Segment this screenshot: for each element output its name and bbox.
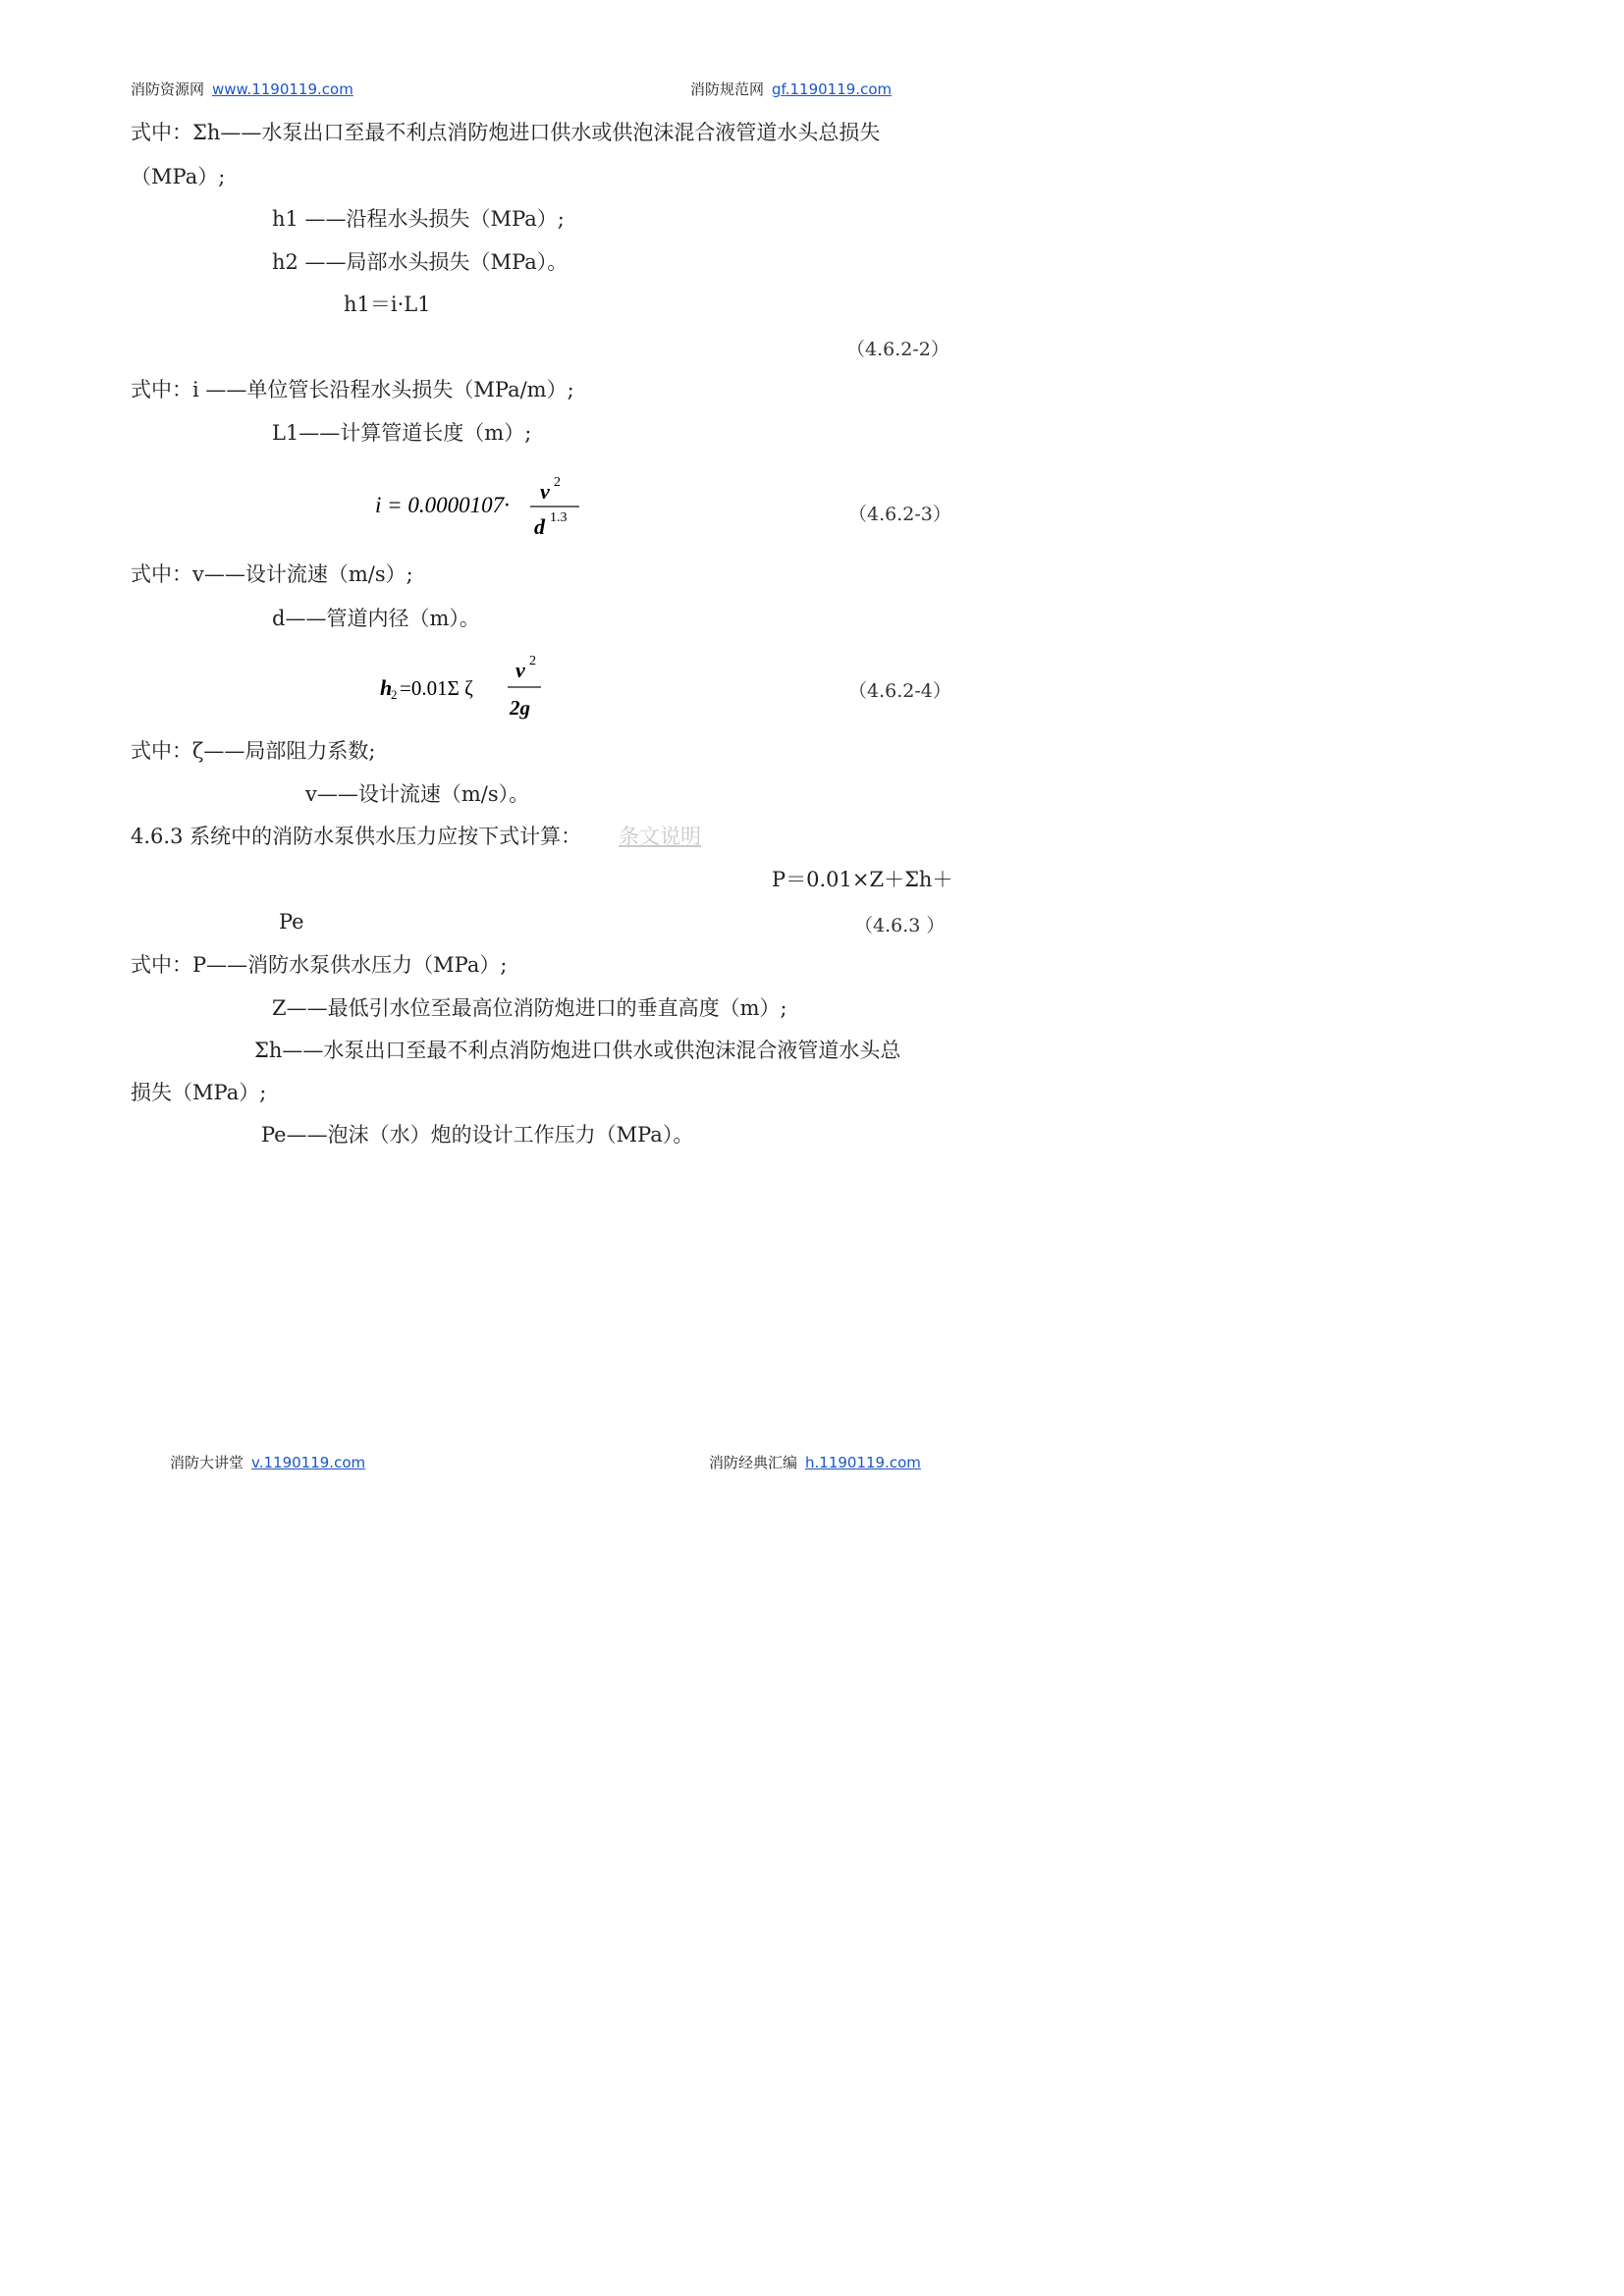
equation-number-4-6-3: （4.6.3 ） bbox=[854, 915, 946, 936]
definition-h2: h2 ——局部水头损失（MPa）。 bbox=[272, 250, 568, 274]
footer-right bbox=[709, 1452, 921, 1472]
definition-Z: Z——最低引水位至最高位消防炮进口的垂直高度（m）; bbox=[272, 996, 787, 1020]
header-right-link[interactable]: gf.1190119.com bbox=[772, 80, 893, 98]
clause-4-6-3 bbox=[131, 823, 701, 850]
formula-i-numerator-exp: 2 bbox=[554, 475, 561, 490]
formula-i-lhs: i = 0.0000107· bbox=[375, 493, 510, 517]
footer-left bbox=[170, 1452, 365, 1472]
definition-sum-h-2: Σh——水泵出口至最不利点消防炮进口供水或供泡沫混合液管道水头总 bbox=[254, 1039, 901, 1062]
definition-i: 式中：i ——单位管长沿程水头损失（MPa/m）; bbox=[131, 378, 574, 401]
header-left bbox=[131, 79, 353, 99]
formula-h2-numerator: v bbox=[515, 658, 525, 682]
definition-v: 式中：v——设计流速（m/s）; bbox=[131, 562, 413, 586]
clause-explanation-link[interactable]: 条文说明 bbox=[619, 825, 702, 848]
formula-P: P＝0.01×Z＋Σh＋ bbox=[772, 868, 953, 891]
definition-Pe: Pe——泡沫（水）炮的设计工作压力（MPa）。 bbox=[261, 1123, 694, 1147]
header-right-site: 消防规范网 bbox=[690, 80, 765, 98]
footer-left-site: 消防大讲堂 bbox=[170, 1454, 244, 1471]
definition-sum-h: 式中：Σh——水泵出口至最不利点消防炮进口供水或供泡沫混合液管道水头总损失 bbox=[131, 121, 881, 144]
equation-number-4-6-2-4: （4.6.2-4） bbox=[848, 680, 951, 702]
formula-i-denominator-exp: 1.3 bbox=[550, 510, 568, 525]
definition-P: 式中：P——消防水泵供水压力（MPa）; bbox=[131, 953, 508, 977]
formula-h1: h1＝i·L1 bbox=[344, 293, 431, 316]
formula-h2 bbox=[378, 650, 555, 729]
formula-P-continued: Pe bbox=[279, 910, 304, 934]
formula-h2-rhs: =0.01Σ ζ bbox=[400, 676, 473, 700]
clause-4-6-3-text: 4.6.3 系统中的消防水泵供水压力应按下式计算： bbox=[131, 825, 582, 848]
footer-right-link[interactable]: h.1190119.com bbox=[805, 1454, 921, 1471]
formula-h2-lhs-var: h bbox=[380, 675, 393, 700]
formula-i-numerator: v bbox=[540, 479, 550, 504]
formula-i bbox=[373, 471, 589, 547]
footer-left-link[interactable]: v.1190119.com bbox=[251, 1454, 366, 1471]
formula-i-denominator: d bbox=[534, 514, 545, 539]
equation-number-4-6-2-2: （4.6.2-2） bbox=[846, 339, 949, 360]
header-left-link[interactable]: www.1190119.com bbox=[212, 80, 353, 98]
definition-sum-h-2-unit: 损失（MPa）; bbox=[131, 1081, 267, 1104]
definition-v-2: v——设计流速（m/s）。 bbox=[305, 782, 530, 806]
formula-h2-lhs-sub: 2 bbox=[391, 687, 398, 702]
footer-right-site: 消防经典汇编 bbox=[709, 1454, 798, 1471]
equation-number-4-6-2-3: （4.6.2-3） bbox=[848, 504, 951, 525]
definition-d: d——管道内径（m）。 bbox=[272, 607, 480, 630]
formula-h2-numerator-exp: 2 bbox=[529, 654, 536, 668]
formula-h2-denominator: 2g bbox=[510, 696, 530, 720]
definition-sum-h-unit: （MPa）; bbox=[131, 165, 226, 188]
definition-L1: L1——计算管道长度（m）; bbox=[272, 421, 532, 445]
definition-h1: h1 ——沿程水头损失（MPa）; bbox=[272, 207, 565, 231]
header-left-site: 消防资源网 bbox=[131, 80, 205, 98]
header-right bbox=[690, 79, 892, 99]
definition-zeta: 式中：ζ——局部阻力系数; bbox=[131, 739, 376, 763]
document-page bbox=[0, 0, 1080, 1532]
